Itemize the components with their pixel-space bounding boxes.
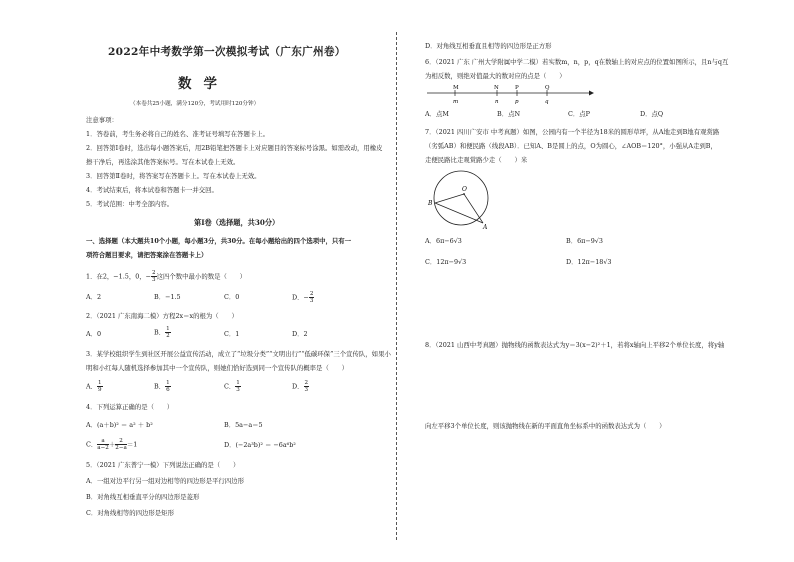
option-a[interactable]: A．2 xyxy=(86,293,102,301)
option-b[interactable]: B． $\frac{1}{6}$ xyxy=(154,380,170,393)
point-label-p: P xyxy=(515,85,519,91)
option-a[interactable]: A．0 xyxy=(86,330,102,338)
subject-title: 数学 xyxy=(178,76,229,92)
option-a[interactable]: A．6π−6√3 xyxy=(425,237,462,245)
option-b[interactable]: B．6π−9√3 xyxy=(566,237,603,245)
value-label-p: p xyxy=(515,99,519,105)
question-7-stem: 走便民路比走观赏路少走（ ）米 xyxy=(425,156,528,164)
part-heading: 项符合题目要求，请把答案涂在答题卡上） xyxy=(86,251,208,259)
fraction: $\frac{2}{3}$ xyxy=(152,270,156,283)
question-5-stem: 5．（2021 广东普宁一模）下列说法正确的是（ ） xyxy=(86,461,240,469)
option-b[interactable]: B．−1.5 xyxy=(154,293,181,301)
notes-heading: 注意事项： xyxy=(86,116,118,124)
option-a[interactable]: A．(a＋b)² ＝ a² ＋ b² xyxy=(86,421,153,429)
option-d[interactable]: D． $\frac{2}{3}$ xyxy=(292,380,309,393)
note-item: 3．回答第Ⅱ卷时，将答案写在答题卡上。写在本试卷上无效。 xyxy=(86,172,261,180)
option-c[interactable]: C．对角线相等的四边形是矩形 xyxy=(86,509,174,517)
circle-figure xyxy=(426,168,490,230)
question-8-stem: 向左平移3个单位长度，则该抛物线在新的平面直角坐标系中的函数表达式为（ ） xyxy=(425,422,666,430)
option-d[interactable]: D．− $\frac{2}{3}$ xyxy=(292,291,314,304)
number-line-arrow xyxy=(589,91,594,96)
segment-ab xyxy=(435,203,483,223)
question-7-stem: （劣弧AB）和便民路（线段AB）．已知A、B是圆上的点，O为圆心，∠AOB＝120°，小强从A走到B， xyxy=(425,142,717,150)
point-label-m: M xyxy=(453,85,459,91)
option-a[interactable]: A．点M xyxy=(425,110,449,118)
question-8-stem: 8．（2021 山西中考真题）抛物线的函数表达式为y＝3(x−2)²＋1，若将x轴向上平移2个单位长度，将y轴 xyxy=(425,341,725,349)
note-item: 4．考试结束后，将本试卷和答题卡一并交回。 xyxy=(86,186,218,194)
question-6-stem: 6．（2021 广东 广州大学附属中学二模）若实数m，n，p，q在数轴上的对应点的位置如图所示，且n与q互 xyxy=(425,58,729,66)
note-item: 2．回答第Ⅰ卷时，选出每小题答案后，用2B铅笔把答题卡上对应题目的答案标号涂黑。如需改动，用橡皮 xyxy=(86,144,383,152)
question-4-stem: 4．下列运算正确的是（ ） xyxy=(86,403,174,411)
option-d[interactable]: D．对角线互相垂直且相等的四边形是正方形 xyxy=(425,42,552,50)
option-a[interactable]: A． $\frac{1}{9}$ xyxy=(86,380,102,393)
question-2-stem: 2．（2021 广东南海二模）方程2x＝x的根为（ ） xyxy=(86,312,238,320)
point-label-o: O xyxy=(462,186,467,193)
center-dot xyxy=(463,193,465,195)
page-title: 2022年中考数学第一次模拟考试（广东广州卷） xyxy=(108,46,346,58)
number-line-figure xyxy=(425,84,595,106)
question-7-stem: 7．（2021 四川广安市 中考真题）如图，公园内有一个半径为18米的圆形草坪，从A地走到B地有观赏路 xyxy=(425,128,720,136)
option-d[interactable]: D．(−2a³b)² ＝ −6a⁶b² xyxy=(224,441,296,449)
exam-meta: （本卷共25小题，满分120分，考试用时120分钟） xyxy=(130,101,260,107)
value-label-m: m xyxy=(453,99,459,105)
option-c[interactable]: C．0 xyxy=(224,293,240,301)
section-title: 第Ⅰ卷（选择题，共30分） xyxy=(194,218,280,227)
option-d[interactable]: D．点Q xyxy=(640,110,664,118)
note-item: 擦干净后，再选涂其他答案标号。写在本试卷上无效。 xyxy=(86,158,240,166)
option-c[interactable]: C．点P xyxy=(568,110,590,118)
option-b[interactable]: B．5a−a＝5 xyxy=(224,421,263,429)
option-a[interactable]: A．一组对边平行另一组对边相等的四边形是平行四边形 xyxy=(86,477,244,485)
value-label-q: q xyxy=(545,99,549,105)
option-b[interactable]: B． $\frac{1}{2}$ xyxy=(154,326,170,339)
question-6-stem: 为相反数，则绝对值最大的数对应的点是（ ） xyxy=(425,72,566,80)
option-c[interactable]: C．12π−9√3 xyxy=(425,258,467,266)
option-c[interactable]: C． $\frac{1}{3}$ xyxy=(224,380,240,393)
point-label-b: B xyxy=(428,200,433,207)
radius-oa xyxy=(464,194,483,223)
option-c[interactable]: C．1 xyxy=(224,330,240,338)
question-1-stem: 1．在2，−1.5，0，− $\frac{2}{3}$ 这四个数中最小的数是（ ） xyxy=(86,270,247,283)
option-d[interactable]: D．12π−18√3 xyxy=(566,258,612,266)
option-d[interactable]: D．2 xyxy=(292,330,308,338)
point-label-n: N xyxy=(494,85,499,91)
option-b[interactable]: B．对角线互相垂直平分的四边形是菱形 xyxy=(86,493,200,501)
part-heading: 一、选择题（本大题共10个小题，每小题3分，共30分。在每小题给出的四个选项中，只有一 xyxy=(86,237,352,245)
note-item: 5．考试范围：中考全部内容。 xyxy=(86,200,174,208)
page-divider xyxy=(396,32,397,540)
question-3-stem: 3．某学校组织学生到社区开展公益宣传活动，成立了“垃圾分类”“文明出行”“低碳环保”三个宣传队，如果小 xyxy=(86,350,391,358)
radius-ob xyxy=(435,194,464,203)
point-label-a: A xyxy=(483,224,488,230)
value-label-n: n xyxy=(495,99,499,105)
option-c[interactable]: C． $\frac{a}{a-2}$ ＋ $\frac{2}{2-a}$ ＝1 xyxy=(86,438,138,451)
option-b[interactable]: B．点N xyxy=(497,110,521,118)
question-3-stem: 明和小红每人随机选择参加其中一个宣传队，则她们恰好选到同一个宣传队的概率是（ ） xyxy=(86,364,349,372)
circle-outline xyxy=(434,171,488,225)
note-item: 1．答卷前，考生务必将自己的姓名、准考证号填写在答题卡上。 xyxy=(86,130,270,138)
point-label-q: Q xyxy=(545,85,550,91)
